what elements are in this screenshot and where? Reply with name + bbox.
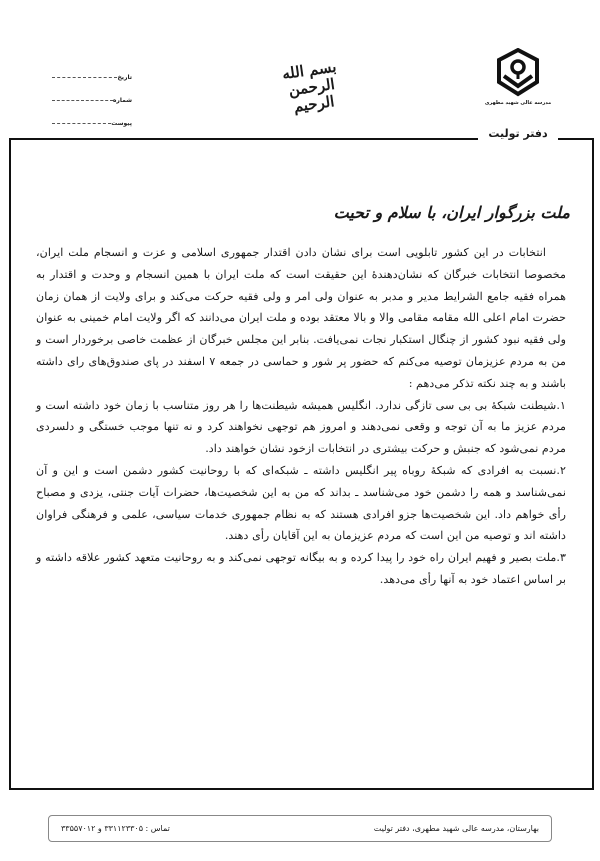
attachment-blank [52, 123, 111, 124]
letter-body [36, 242, 566, 591]
attachment-label: پیوست [111, 120, 132, 127]
letter-meta-fields [52, 58, 132, 127]
institution-emblem-icon [495, 48, 541, 98]
number-label: شماره [112, 97, 132, 104]
letterhead-logo [478, 48, 558, 106]
intro-paragraph: انتخابات در این کشور تابلویی است برای نشان دادن اقتدار جمهوری اسلامی و عزت و انسجام ملت ایران، مخصوصا انتخابات خبرگان که نشان‌دهندهٔ این حقیقت است که ملت ایران با همین انسجام و وحدت و اقتدار به همراه فقیه جامع الشرایط مدیر و مدبر به عنوان ولی امر و ولی فقیه حرکت می‌کند و برای ولایت از همان زمان حضرت امام اعلی الله مقامه مقامی والا و بالا معتقد بوده و ملت ایران می‌دانند که اگر ولایت امام خمینی به عنوان ولی فقیه نبود کشور از چنگال استکبار نجات نمی‌یافت. بنابر این مجلس خبرگان از عظمت خاصی برخوردار است و من به مردم عزیزمان توصیه می‌کنم که حضور پر شور و حماسی در جمعه ۷ اسفند در پای صندوق‌های رای داشته باشند و به چند نکته تذکر می‌دهم : [36, 246, 566, 390]
point-2-paragraph: ۲.نسبت به افرادی که شبکهٔ روباه پیر انگلیس داشته ـ شبکه‌ای که با روحانیت کشور دشمن است و این و آن نمی‌شناسد و همه را دشمن خود می‌شناسد ـ بداند که من به این شخصیت‌ها، حضرات آیات جنتی، یزدی و مصباح رأی خواهم داد. این شخصیت‌ها جزو افرادی هستند که به نظام جمهوری خدمات سیاسی، علمی و فرهنگی فراوان داشته اند و توصیه من این است که مردم عزیزمان به این آقایان رأی دهند. [36, 463, 566, 543]
number-blank [52, 100, 113, 101]
office-title: دفتر تولیت [478, 127, 558, 140]
letter-salutation: ملت بزرگوار ایران، با سلام و تحیت [333, 203, 570, 222]
attachment-field [52, 104, 132, 127]
logo-caption: مدرسه عالی شهید مطهری [484, 100, 552, 106]
footer-address: بهارستان، مدرسه عالی شهید مطهری، دفتر تولیت [373, 824, 539, 833]
date-blank [52, 77, 117, 78]
number-field [52, 81, 132, 104]
point-1-paragraph: ۱.شیطنت شبکهٔ بی بی سی تازگی ندارد. انگلیس همیشه شیطنت‌ها را هر روز متناسب با زمان خود داشته است و مردم عزیز ما به آن توجه و وقعی نمی‌دهند و امروز هم توجهی نخواهند کرد و نه تنها موجب خستگی و دلسردی مردم نمی‌شود که جنبش و حرکت بیشتری در انتخابات ازخود نشان خواهند داد. [36, 398, 566, 456]
footer-contact: تماس : ۳۳۱۱۲۳۳۰۵ و ۳۳۵۵۷۰۱۲ [61, 824, 170, 833]
letter-footer [48, 815, 552, 842]
point-3-paragraph: ۳.ملت بصیر و فهیم ایران راه خود را پیدا کرده و به بیگانه توجهی نمی‌کند و به روحانیت متعهد کشور علاقه داشته و بر اساس اعتماد خود به آنها رأی می‌دهد. [36, 551, 566, 586]
date-field [52, 58, 132, 81]
bismillah-calligraphy: بسم الله الرحمن الرحیم [280, 57, 338, 116]
date-label: تاریخ [117, 74, 132, 81]
